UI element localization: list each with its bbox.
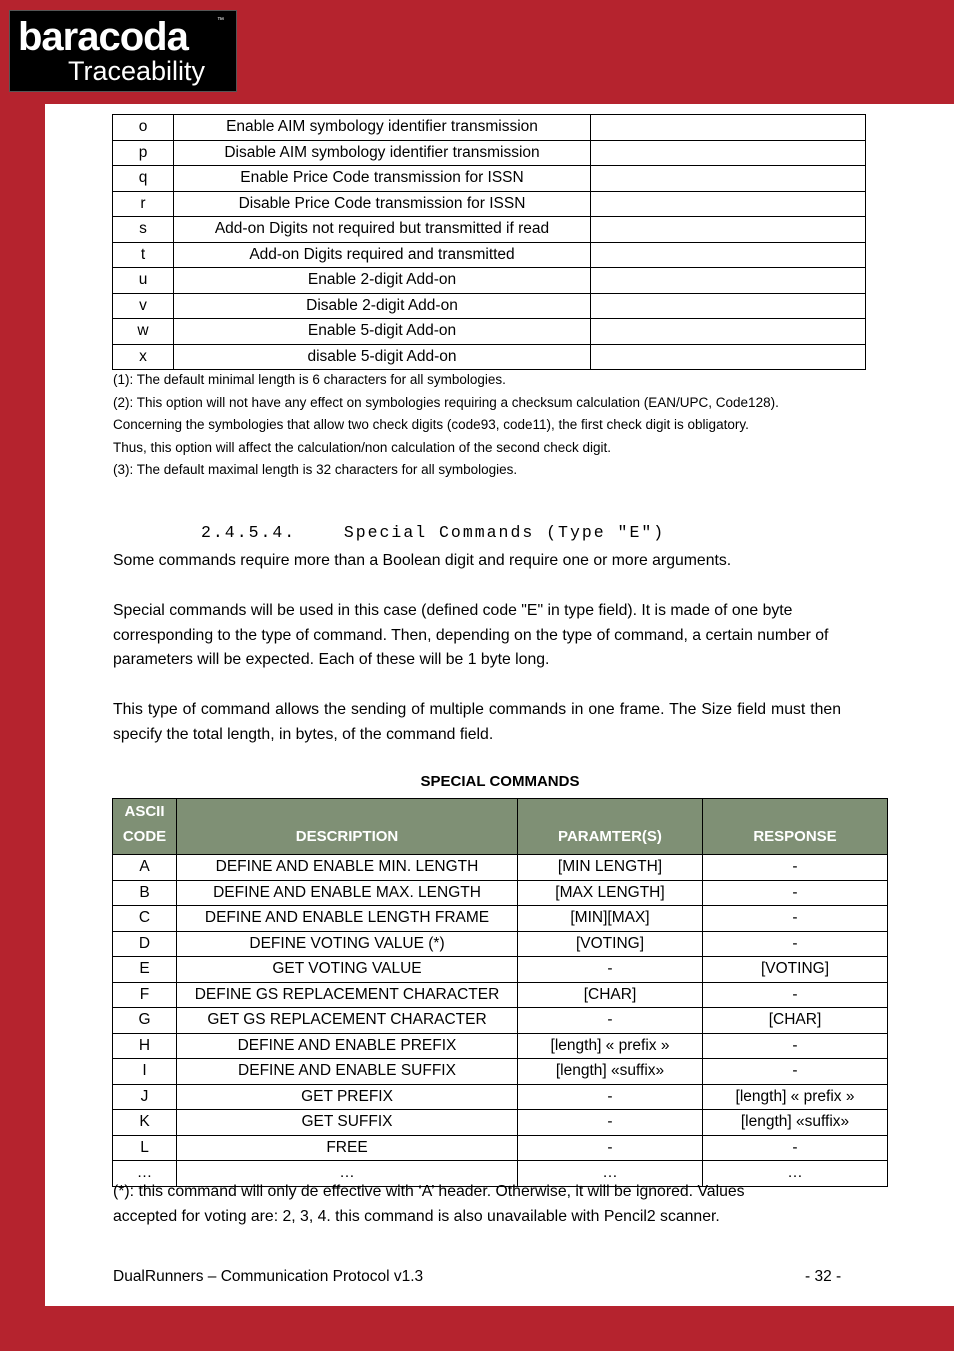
header-response: RESPONSE — [703, 799, 888, 855]
response-cell: - — [703, 931, 888, 957]
response-cell: [VOTING] — [703, 957, 888, 983]
footnote-line: accepted for voting are: 2, 3, 4. this command is also unavailable with Pencil2 scanner. — [113, 1207, 720, 1225]
ascii-code-cell: F — [113, 982, 177, 1008]
response-cell: [length] « prefix » — [703, 1084, 888, 1110]
option-value-cell — [591, 319, 866, 345]
table-row — [113, 855, 888, 881]
option-description-cell: Enable Price Code transmission for ISSN — [174, 166, 591, 192]
section-heading: 2.4.5.4. Special Commands (Type "E") — [201, 523, 666, 542]
header-ascii-code: ASCII CODE — [113, 799, 177, 855]
response-cell: - — [703, 906, 888, 932]
ascii-code-cell: D — [113, 931, 177, 957]
table-row — [113, 906, 888, 932]
parameters-cell: [MIN LENGTH] — [518, 855, 703, 881]
ascii-code-cell: C — [113, 906, 177, 932]
footnote-line: (*): this command will only de effective with ‘A’ header. Otherwise, it will be ignored. Values — [113, 1183, 745, 1200]
table-row — [113, 880, 888, 906]
ascii-code-cell: E — [113, 957, 177, 983]
response-cell: [CHAR] — [703, 1008, 888, 1034]
note-line: (3): The default maximal length is 32 characters for all symbologies. — [113, 462, 518, 478]
ascii-code-cell: J — [113, 1084, 177, 1110]
option-value-cell — [591, 268, 866, 294]
response-cell: - — [703, 855, 888, 881]
description-cell: DEFINE AND ENABLE MAX. LENGTH — [177, 880, 518, 906]
parameters-cell: [length] «suffix» — [518, 1059, 703, 1085]
table-row — [113, 191, 866, 217]
ascii-code-cell: A — [113, 855, 177, 881]
response-cell: … — [703, 1161, 888, 1187]
ascii-code-cell: B — [113, 880, 177, 906]
table-row — [113, 268, 866, 294]
parameters-cell: [length] « prefix » — [518, 1033, 703, 1059]
note-line: Thus, this option will affect the calculation/non calculation of the second check digit. — [113, 439, 612, 455]
parameters-cell: - — [518, 1110, 703, 1136]
description-cell: DEFINE VOTING VALUE (*) — [177, 931, 518, 957]
table-row — [113, 115, 866, 141]
table-row — [113, 957, 888, 983]
baracoda-logo — [9, 10, 237, 92]
parameters-cell: [VOTING] — [518, 931, 703, 957]
table-row — [113, 1084, 888, 1110]
parameters-cell: - — [518, 1135, 703, 1161]
parameters-cell: … — [518, 1161, 703, 1187]
ascii-code-cell: L — [113, 1135, 177, 1161]
note-line: (2): This option will not have any effect on symbologies requiring a checksum calculation (EAN/UPC, Code128). — [113, 394, 779, 410]
option-value-cell — [591, 242, 866, 268]
table-row — [113, 166, 866, 192]
description-cell: … — [177, 1161, 518, 1187]
option-value-cell — [591, 217, 866, 243]
paragraph-intro: Some commands require more than a Boolean digit and require one or more arguments. — [113, 552, 732, 569]
parameters-cell: [MIN][MAX] — [518, 906, 703, 932]
parameters-cell: - — [518, 1084, 703, 1110]
response-cell: - — [703, 1135, 888, 1161]
parameters-cell: - — [518, 957, 703, 983]
option-code-cell: u — [113, 268, 174, 294]
logo-trademark: ™ — [217, 17, 224, 24]
option-description-cell: Add-on Digits required and transmitted — [174, 242, 591, 268]
description-cell: GET SUFFIX — [177, 1110, 518, 1136]
option-description-cell: Add-on Digits not required but transmitted if read — [174, 217, 591, 243]
option-value-cell — [591, 166, 866, 192]
ascii-code-cell: I — [113, 1059, 177, 1085]
option-description-cell: Disable AIM symbology identifier transmission — [174, 140, 591, 166]
table-header-row — [113, 799, 888, 855]
table-row — [113, 1008, 888, 1034]
description-cell: DEFINE AND ENABLE LENGTH FRAME — [177, 906, 518, 932]
option-description-cell: Enable AIM symbology identifier transmission — [174, 115, 591, 141]
description-cell: DEFINE AND ENABLE SUFFIX — [177, 1059, 518, 1085]
description-cell: DEFINE AND ENABLE PREFIX — [177, 1033, 518, 1059]
option-code-cell: v — [113, 293, 174, 319]
description-cell: DEFINE AND ENABLE MIN. LENGTH — [177, 855, 518, 881]
option-description-cell: Enable 2-digit Add-on — [174, 268, 591, 294]
ascii-code-cell: G — [113, 1008, 177, 1034]
response-cell: - — [703, 982, 888, 1008]
option-description-cell: Enable 5-digit Add-on — [174, 319, 591, 345]
description-cell: DEFINE GS REPLACEMENT CHARACTER — [177, 982, 518, 1008]
option-code-cell: s — [113, 217, 174, 243]
option-code-cell: q — [113, 166, 174, 192]
logo-subtitle: Traceability — [68, 56, 206, 86]
description-cell: GET VOTING VALUE — [177, 957, 518, 983]
table-row — [113, 931, 888, 957]
parameters-cell: [CHAR] — [518, 982, 703, 1008]
description-cell: FREE — [177, 1135, 518, 1161]
note-line: (1): The default minimal length is 6 characters for all symbologies. — [113, 372, 506, 387]
response-cell: [length] «suffix» — [703, 1110, 888, 1136]
option-value-cell — [591, 115, 866, 141]
option-code-cell: p — [113, 140, 174, 166]
option-code-cell: w — [113, 319, 174, 345]
parameters-cell: - — [518, 1008, 703, 1034]
table-row — [113, 140, 866, 166]
option-value-cell — [591, 140, 866, 166]
response-cell: - — [703, 1033, 888, 1059]
ascii-code-cell: H — [113, 1033, 177, 1059]
paragraph-multiple-commands: This type of command allows the sending of multiple commands in one frame. The Size field must then specify the total length, in bytes, of the command field. — [113, 701, 841, 743]
response-cell: - — [703, 1059, 888, 1085]
response-cell: - — [703, 880, 888, 906]
table-row — [113, 242, 866, 268]
option-value-cell — [591, 293, 866, 319]
special-commands-table — [112, 798, 888, 1187]
paragraph-special-commands: Special commands will be used in this case (defined code "E" in type field). It is made of one byte corresponding to the type of command. Then, depending on the type of command, a certain number of parameters will be expected. Each of these will be 1 byte long. — [113, 602, 829, 669]
option-description-cell: Disable 2-digit Add-on — [174, 293, 591, 319]
table-row — [113, 982, 888, 1008]
note-line: Concerning the symbologies that allow two check digits (code93, code11), the first check digit is obligatory. — [113, 417, 749, 433]
footnote — [113, 1180, 873, 1229]
table-row — [113, 217, 866, 243]
ascii-code-cell: K — [113, 1110, 177, 1136]
table-row — [113, 1110, 888, 1136]
parameters-cell: [MAX LENGTH] — [518, 880, 703, 906]
table-row — [113, 293, 866, 319]
ascii-code-cell: … — [113, 1161, 177, 1187]
table-caption: SPECIAL COMMANDS — [420, 773, 580, 790]
option-value-cell — [591, 344, 866, 370]
table-row — [113, 1059, 888, 1085]
footer-page-number: - 32 - — [805, 1268, 842, 1285]
logo-brand: baracoda — [18, 15, 188, 59]
option-code-cell: t — [113, 242, 174, 268]
option-code-cell: x — [113, 344, 174, 370]
header-description: DESCRIPTION — [177, 799, 518, 855]
description-cell: GET PREFIX — [177, 1084, 518, 1110]
table-row — [113, 319, 866, 345]
option-code-cell: o — [113, 115, 174, 141]
symbology-options-table — [112, 114, 866, 370]
table-row — [113, 1135, 888, 1161]
description-cell: GET GS REPLACEMENT CHARACTER — [177, 1008, 518, 1034]
option-value-cell — [591, 191, 866, 217]
table-row — [113, 1033, 888, 1059]
header-parameters: PARAMTER(S) — [518, 799, 703, 855]
option-description-cell: disable 5-digit Add-on — [174, 344, 591, 370]
option-description-cell: Disable Price Code transmission for ISSN — [174, 191, 591, 217]
option-code-cell: r — [113, 191, 174, 217]
footer-document-title: DualRunners – Communication Protocol v1.3 — [113, 1268, 424, 1285]
table-row — [113, 344, 866, 370]
table-notes — [113, 369, 779, 482]
